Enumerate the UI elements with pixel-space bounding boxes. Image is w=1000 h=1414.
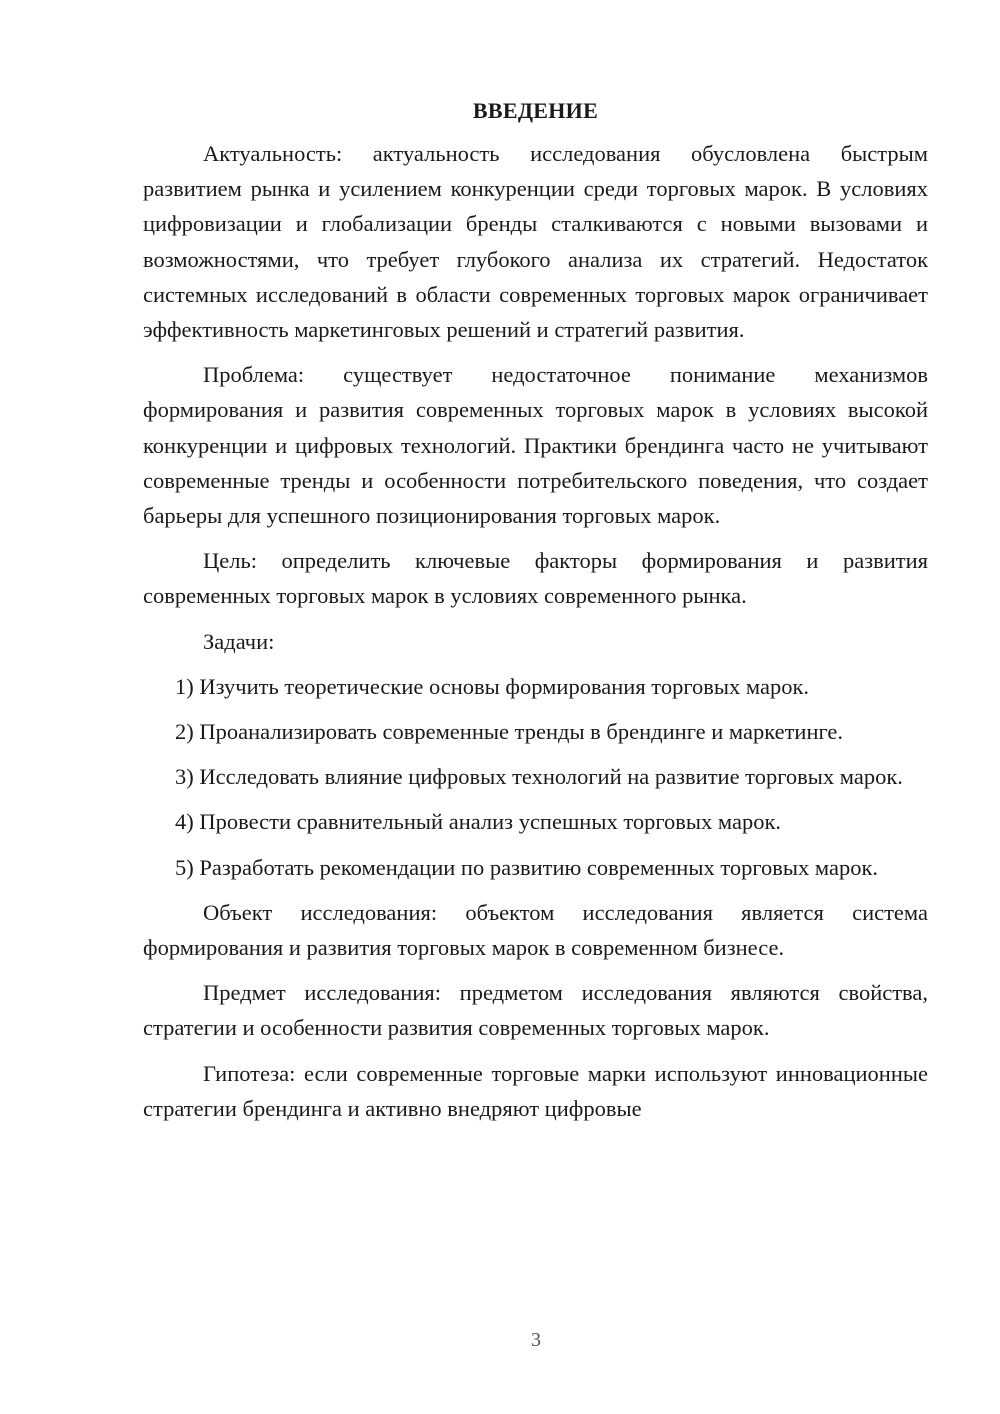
paragraph-hypothesis: Гипотеза: если современные торговые марки используют инновационные стратегии брендинга и активно внедряют цифровые [143, 1060, 928, 1121]
paragraph-problem: Проблема: существует недостаточное понимание механизмов формирования и развития современных торговых марок в условиях высокой конкуренции и цифровых технологий. Практики брендинга часто не учитывают современные тренды и особенности потребительского поведения, что создает барьеры для успешного позиционирования торговых марок. [143, 362, 928, 529]
paragraph-goal: Цель: определить ключевые факторы формирования и развития современных торговых марок в условиях современного рынка. [143, 548, 928, 609]
task-item-3: 3) Исследовать влияние цифровых технологий на развитие торговых марок. [175, 764, 903, 790]
page-number: 3 [531, 1329, 541, 1351]
paragraph-object: Объект исследования: объектом исследования является система формирования и развития торговых марок в современном бизнесе. [143, 899, 928, 961]
paragraph-subject: Предмет исследования: предметом исследования являются свойства, стратегии и особенности развития современных торговых марок. [143, 980, 928, 1041]
task-item-5: 5) Разработать рекомендации по развитию современных торговых марок. [175, 854, 879, 880]
task-item-4: 4) Провести сравнительный анализ успешных торговых марок. [175, 809, 782, 835]
page-content [143, 96, 928, 1136]
section-heading: ВВЕДЕНИЕ [472, 98, 599, 123]
paragraph-relevance: Актуальность: актуальность исследования обусловлена быстрым развитием рынка и усилением конкуренции среди торговых марок. В условиях цифровизации и глобализации бренды сталкиваются с новыми вызовами и возможностями, что требует глубокого анализа их стратегий. Недостаток системных исследований в области современных торговых марок ограничивает эффективность маркетинговых решений и стратегий развития. [143, 141, 928, 343]
task-item-2: 2) Проанализировать современные тренды в брендинге и маркетинге. [175, 719, 844, 745]
paragraph-tasks-label: Задачи: [203, 628, 275, 654]
task-item-1: 1) Изучить теоретические основы формирования торговых марок. [175, 673, 810, 699]
